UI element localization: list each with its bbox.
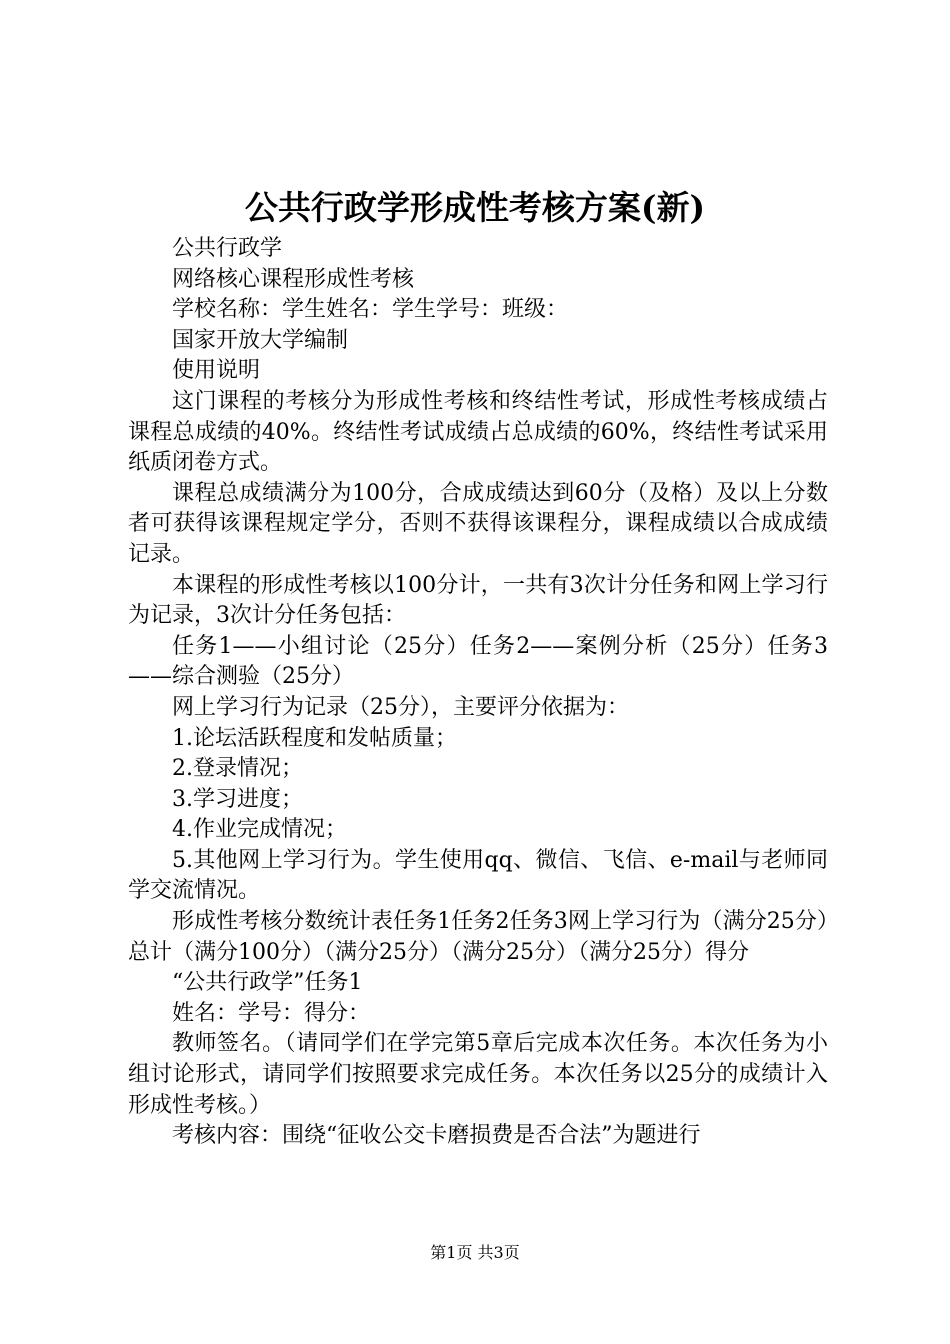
paragraph: 国家开放大学编制 (172, 327, 349, 353)
paragraph: 教师签名。（请同学们在学完第5章后完成本次任务。本次任务为小组讨论形式，请同学们按照要求完成任务。本次任务以25分的成绩计入形成性考核。） (128, 1031, 828, 1118)
paragraph: 2.登录情况； (172, 756, 303, 782)
paragraph: 本课程的形成性考核以100分计，一共有3次计分任务和网上学习行为记录，3次计分任务包括： (128, 572, 828, 629)
paragraph: 网络核心课程形成性考核 (172, 266, 415, 292)
paragraph: 姓名：学号：得分： (172, 1000, 371, 1026)
paragraph: 网上学习行为记录（25分），主要评分依据为： (172, 694, 629, 720)
paragraph: 学校名称：学生姓名：学生学号：班级： (172, 297, 569, 323)
paragraph: 3.学习进度； (172, 786, 303, 812)
document-body (128, 234, 828, 1152)
paragraph: 这门课程的考核分为形成性考核和终结性考试，形成性考核成绩占课程总成绩的40%。终结性考试成绩占总成绩的60%，终结性考试采用纸质闭卷方式。 (128, 388, 828, 476)
page-number-footer: 第1页 共3页 (430, 1243, 520, 1262)
document-title: 公共行政学形成性考核方案(新) (244, 188, 706, 227)
paragraph: 使用说明 (172, 358, 261, 384)
paragraph: 1.论坛活跃程度和发帖质量； (172, 725, 457, 751)
paragraph: 5.其他网上学习行为。学生使用qq、微信、飞信、e-mail与老师同学交流情况。 (128, 847, 828, 904)
paragraph: 任务1——小组讨论（25分）任务2——案例分析（25分）任务3——综合测验（25分） (128, 633, 828, 690)
paragraph: 考核内容：围绕“征收公交卡磨损费是否合法”为题进行 (172, 1123, 701, 1149)
paragraph: 4.作业完成情况； (172, 817, 347, 843)
paragraph: “公共行政学”任务1 (172, 970, 363, 996)
paragraph: 课程总成绩满分为100分，合成成绩达到60分（及格）及以上分数者可获得该课程规定学分，否则不获得该课程分，课程成绩以合成成绩记录。 (128, 480, 828, 567)
paragraph: 公共行政学 (172, 236, 283, 261)
paragraph: 形成性考核分数统计表任务1任务2任务3网上学习行为（满分25分）总计（满分100分）（满分25分）（满分25分）（满分25分）得分 (128, 909, 828, 965)
